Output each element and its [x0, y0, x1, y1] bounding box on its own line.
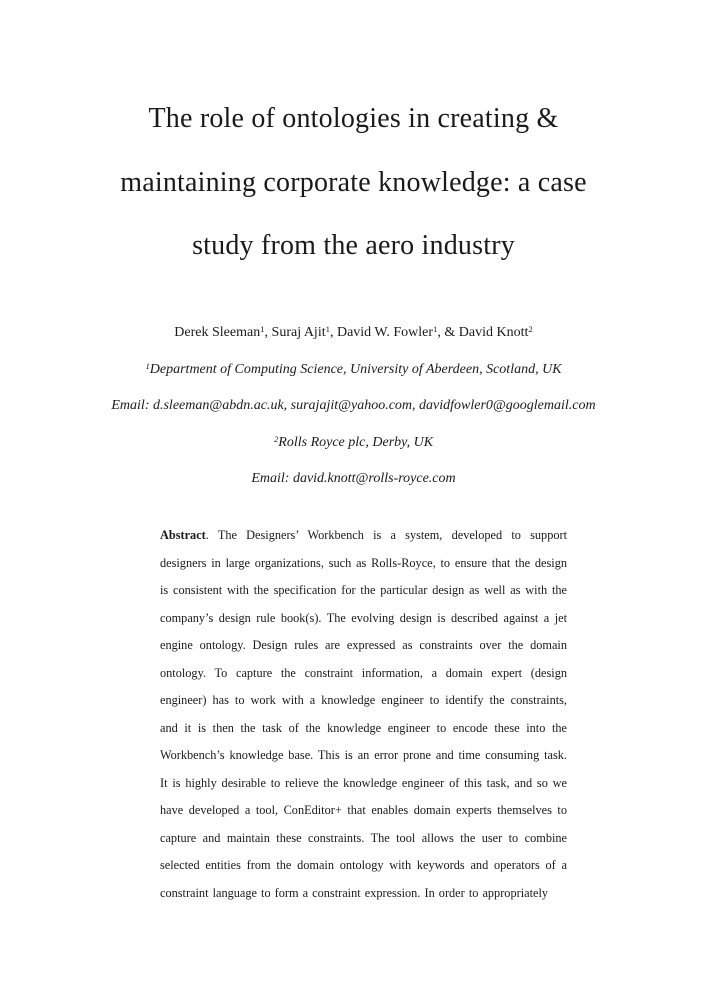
title-line-2: maintaining corporate knowledge: a case: [120, 166, 587, 198]
affiliation-text: Rolls Royce plc, Derby, UK: [278, 434, 434, 450]
author-name: , David W. Fowler$^1$: [329, 324, 438, 340]
author-affiliation-marker: 2: [528, 324, 533, 335]
author-affiliation-block: [0, 315, 707, 498]
abstract-body: . The Designers’ Workbench is a system, developed to support designers in large organizations, such as Rolls-Royce, to ensure that the design is consistent with the specification for the particular design as well as with the company’s design rule book(s). The evolving design is described against a jet engine ontology. Design rules are expressed as constraints over the domain ontology. To capture the constraint information, a domain expert (design engineer) has to work with a knowledge engineer to identify the constraints, and it is then the task of the knowledge engineer to encode these into the Workbench’s knowledge base. This is an error prone and time consuming task. It is highly desirable to relieve the knowledge engineer of this task, and so we have developed a tool, ConEditor+ that enables domain experts themselves to capture and maintain these constraints. The tool allows the user to combine selected entities from the domain ontology with keywords and operators of a constraint language to form a constraint expression. In order to appropriately: [160, 528, 567, 900]
affiliation-line-rolls-royce: [0, 425, 707, 462]
email-line-rolls-royce: [0, 461, 707, 498]
author-affiliation-marker: 1: [433, 324, 438, 335]
affiliation-marker: 2: [273, 433, 279, 444]
affiliation-line-aberdeen: [0, 352, 707, 389]
paper-title: [0, 87, 707, 278]
abstract-label: Abstract: [160, 528, 206, 542]
affiliation-marker: 1: [145, 360, 150, 371]
email-line-aberdeen: [0, 388, 707, 425]
affiliation-text: Department of Computing Science, University of Aberdeen, Scotland, UK: [149, 361, 562, 377]
abstract-paragraph: [160, 522, 567, 907]
title-line-3: study from the aero industry: [192, 230, 515, 261]
email-text: Email: d.sleeman@abdn.ac.uk, surajajit@yahoo.com, davidfowler0@googlemail.com: [111, 398, 596, 414]
author-affiliation-marker: 1: [260, 324, 265, 335]
author-name: , Suraj Ajit$^1$: [264, 324, 330, 340]
author-name: , & David Knott$^2$: [437, 324, 533, 340]
author-name: Derek Sleeman$^1$: [174, 324, 265, 340]
authors-line: [0, 315, 707, 352]
title-line-1: The role of ontologies in creating &: [148, 103, 559, 134]
email-text: Email: david.knott@rolls-royce.com: [251, 471, 456, 487]
author-affiliation-marker: 1: [325, 324, 330, 335]
